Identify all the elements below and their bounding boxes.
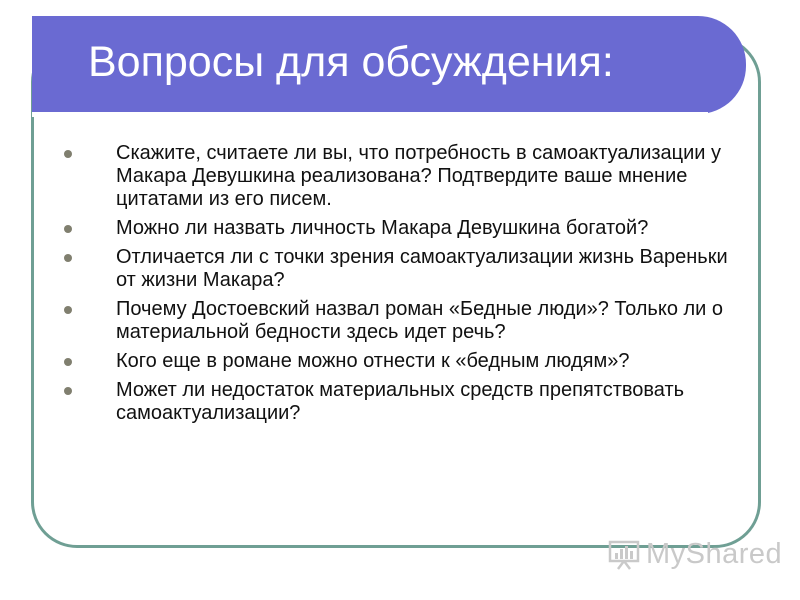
bullet-item [64,298,744,344]
bullet-text: Почему Достоевский назвал роман «Бедные люди»? Только ли о материальной бедности здесь идет речь? [116,298,724,343]
bullet-icon [64,254,72,262]
bullet-item [64,217,744,240]
bullet-icon [64,387,72,395]
bullet-icon [64,150,72,158]
bullet-text: Отличается ли с точки зрения самоактуализации жизнь Вареньки от жизни Макара? [116,246,728,291]
watermark-text: MyShared [646,538,783,570]
bullet-text: Кого еще в романе можно отнести к «бедным людям»? [116,350,630,372]
bullet-icon [64,225,72,233]
bullet-icon [64,358,72,366]
watermark-logo [608,538,782,571]
bullet-text: Можно ли назвать личность Макара Девушкина богатой? [116,217,649,239]
bullet-text: Скажите, считаете ли вы, что потребность в самоактуализации у Макара Девушкина реализована? Подтвердите ваше мнение цитатами из его писем. [116,142,722,210]
bullet-item [64,350,744,373]
bullet-icon [64,306,72,314]
slide-title: Вопросы для обсуждения: [88,38,614,86]
title-underline [32,112,708,117]
bullet-item [64,246,744,292]
bullet-list [64,142,744,431]
bullet-item [64,142,744,211]
chart-presentation-icon [608,539,642,571]
bullet-item [64,379,744,425]
bullet-text: Может ли недостаток материальных средств препятствовать самоактуализации? [116,379,685,424]
